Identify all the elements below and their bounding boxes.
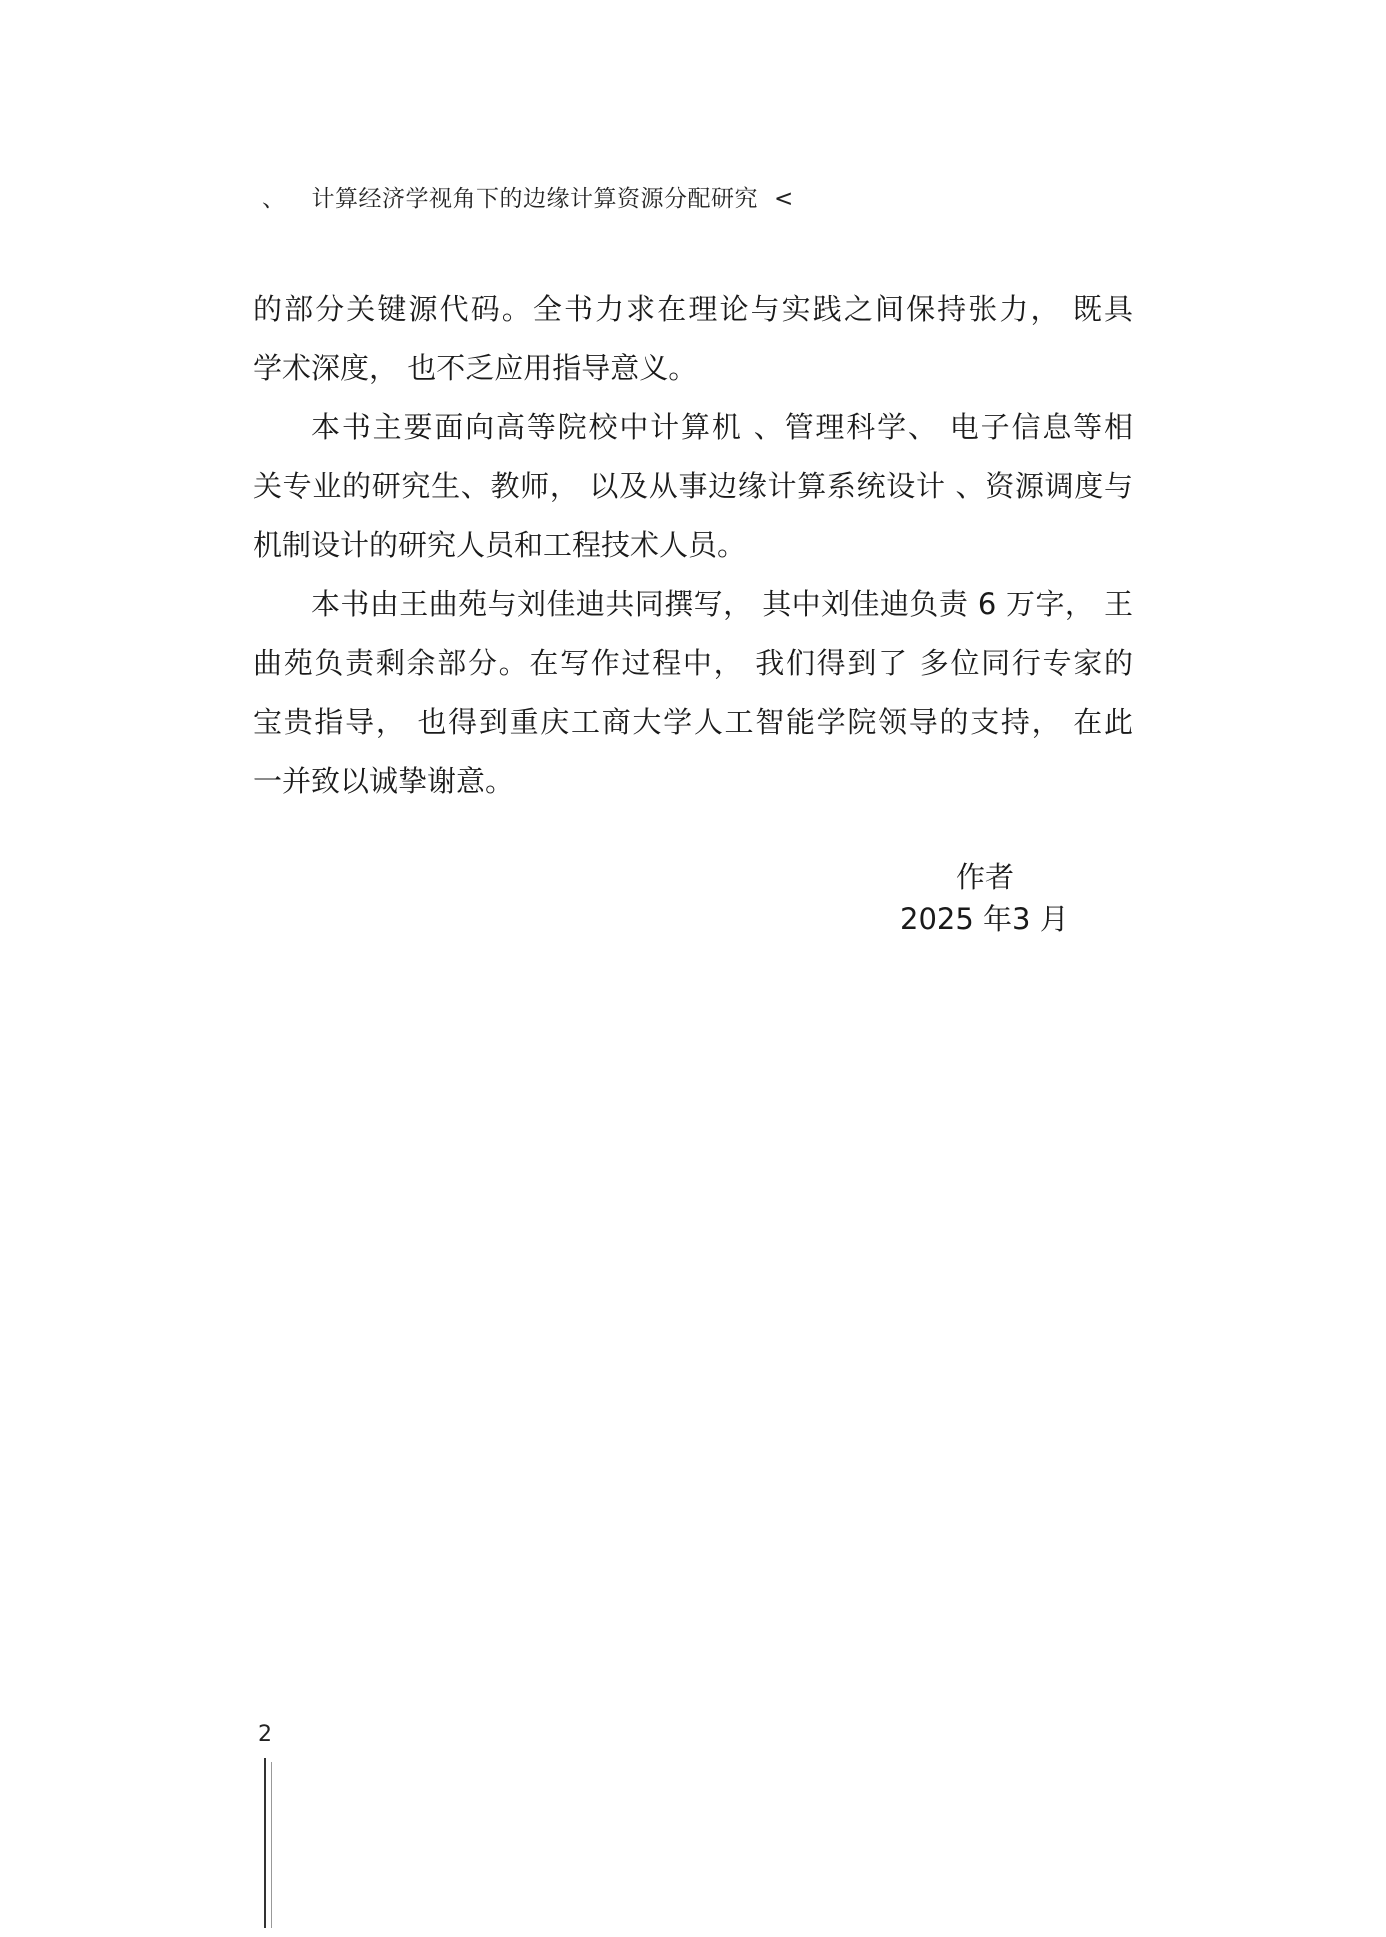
paragraph-2-line-2: 关专业的研究生、教师， 以及从事边缘计算系统设计 、资源调度与 <box>253 469 1133 503</box>
paragraph-3-line-4: 一并致以诚挚谢意。 <box>253 764 515 798</box>
paragraph-3-line-1: 本书由王曲苑与刘佳迪共同撰写， 其中刘佳迪负责 6 万字， 王 <box>311 587 1133 621</box>
margin-rule <box>264 1758 266 1928</box>
paragraph-2-line-1: 本书主要面向高等院校中计算机 、管理科学、 电子信息等相 <box>311 410 1133 444</box>
paragraph-2-line-3: 机制设计的研究人员和工程技术人员。 <box>253 528 747 562</box>
header-title: 计算经济学视角下的边缘计算资源分配研究 <box>311 186 758 212</box>
header-right-mark: < <box>774 186 794 212</box>
paragraph-1-line-2: 学术深度， 也不乏应用指导意义。 <box>253 351 698 385</box>
signature-date: 2025 年3 月 <box>900 902 1069 936</box>
margin-rule-secondary <box>271 1762 272 1928</box>
header-left-mark: 、 <box>262 186 286 212</box>
signature-author: 作者 <box>956 860 1015 894</box>
paragraph-3-line-2: 曲苑负责剩余部分。在写作过程中， 我们得到了 多位同行专家的 <box>253 646 1133 680</box>
running-header <box>262 180 794 213</box>
page-number: 2 <box>258 1722 272 1747</box>
signature-block <box>900 856 1100 940</box>
paragraph-1-line-1: 的部分关键源代码。全书力求在理论与实践之间保持张力， 既具 <box>253 292 1133 326</box>
paragraph-3-line-3: 宝贵指导， 也得到重庆工商大学人工智能学院领导的支持， 在此 <box>253 705 1133 739</box>
body-text <box>253 280 1133 811</box>
